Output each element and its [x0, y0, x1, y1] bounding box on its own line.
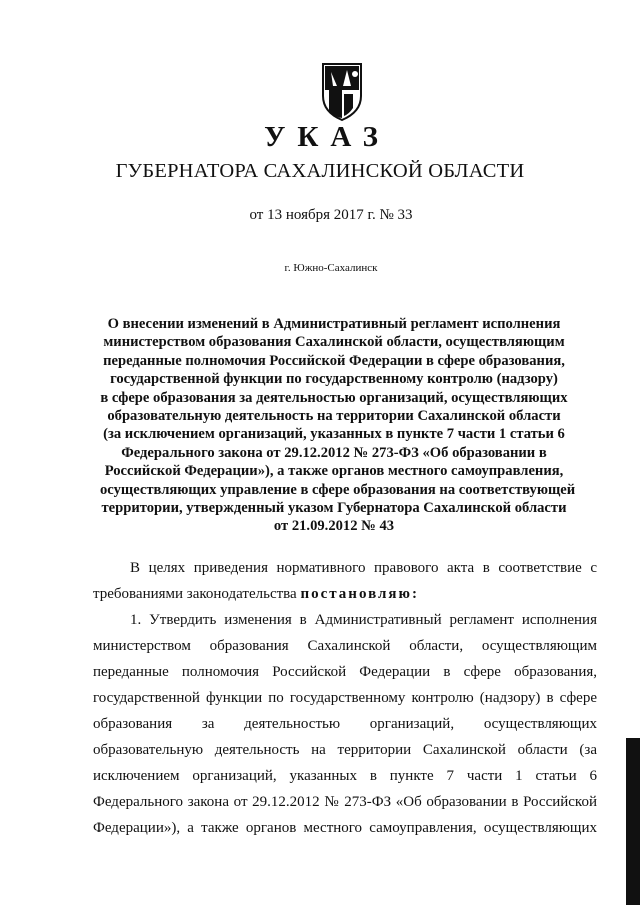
title-line: осуществляющих управление в сфере образования на соответствующей: [100, 481, 576, 498]
title-line: территории, утвержденный указом Губернатора Сахалинской области: [101, 500, 567, 517]
item1-line: Федерации»), а также органов местного самоуправления, осуществляющих: [93, 820, 597, 836]
preamble-keyword: постановляю:: [300, 586, 419, 602]
document-heading: УКАЗ: [264, 121, 390, 153]
item1-line: образования за деятельностью организаций, осуществляющих: [93, 716, 597, 732]
scan-edge-bar: [626, 738, 640, 905]
preamble-text: требованиями законодательства: [93, 586, 301, 602]
title-line: переданные полномочия Российской Федерации в сфере образования,: [103, 352, 565, 369]
item1-line: государственной функции по государственному контролю (надзору) в сфере: [93, 690, 597, 706]
item1-line: 1. Утвердить изменения в Административный регламент исполнения: [130, 612, 597, 628]
title-line: образовательную деятельность на территории Сахалинской области: [107, 408, 561, 425]
document-date-number: от 13 ноября 2017 г. № 33: [249, 207, 413, 223]
title-line: в сфере образования за деятельностью организаций, осуществляющих: [100, 389, 568, 406]
document-title: [100, 315, 576, 536]
item1-line: министерством образования Сахалинской области, осуществляющим: [93, 638, 597, 654]
title-line: Федерального закона от 29.12.2012 № 273-ФЗ «Об образовании в: [121, 444, 547, 461]
coat-of-arms-emblem: [317, 60, 367, 122]
title-line: государственной функции по государственному контролю (надзору): [110, 371, 558, 388]
document-body: [93, 555, 597, 841]
item1-line: исключением организаций, указанных в пункте 7 части 1 статьи 6: [93, 768, 597, 784]
preamble-line: [93, 581, 597, 607]
item1-line: образовательную деятельность на территории Сахалинской области (за: [93, 742, 597, 758]
preamble-line: В целях приведения нормативного правового акта в соответствие с: [130, 560, 597, 576]
title-line: министерством образования Сахалинской области, осуществляющим: [103, 334, 565, 351]
title-line: О внесении изменений в Административный регламент исполнения: [107, 316, 561, 332]
title-line: Российской Федерации»), а также органов местного самоуправления,: [104, 463, 564, 480]
item1-line: переданные полномочия Российской Федерации в сфере образования,: [93, 664, 597, 680]
document-subheading: ГУБЕРНАТОРА САХАЛИНСКОЙ ОБЛАСТИ: [115, 160, 525, 182]
document-city: г. Южно-Сахалинск: [284, 262, 378, 274]
item1-line: Федерального закона от 29.12.2012 № 273-ФЗ «Об образовании в Российской: [93, 794, 597, 810]
title-line: (за исключением организаций, указанных в пункте 7 части 1 статьи 6: [103, 426, 565, 443]
title-line: от 21.09.2012 № 43: [273, 518, 395, 535]
